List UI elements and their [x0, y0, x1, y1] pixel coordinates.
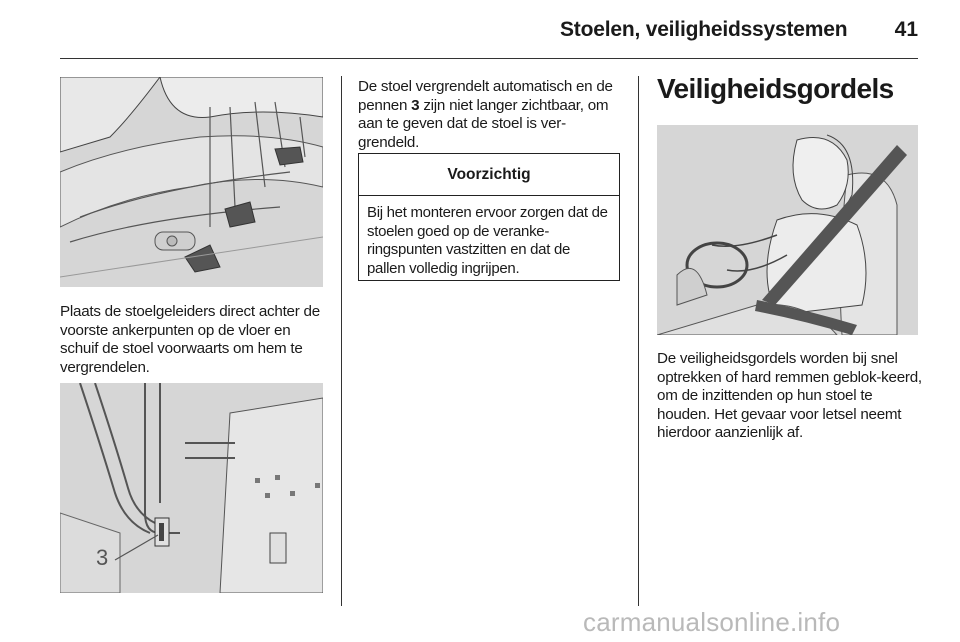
section-heading: Veiligheidsgordels [657, 73, 894, 104]
seat-lock-text-pin-number: 3 [411, 96, 420, 114]
caution-body: Bij het monteren ervoor zorgen dat de stoelen goed op de veranke-ringspunten vastzitten en dat de pallen volledig ingrijpen. [367, 204, 608, 277]
header-rule [60, 58, 918, 59]
column-divider-2 [638, 76, 639, 606]
driver-seatbelt-figure [657, 125, 918, 335]
footer-watermark: carmanualsonline.info [583, 607, 841, 637]
seat-anchor-figure [60, 77, 323, 287]
seat-lock-text [358, 78, 626, 152]
caution-title: Voorzichtig [359, 154, 619, 196]
page-number: 41 [894, 18, 918, 41]
seat-anchor-illustration-icon [60, 77, 323, 287]
driver-seatbelt-illustration-icon [657, 125, 918, 335]
seat-guide-instruction: Plaats de stoelgeleiders direct achter de voorste ankerpunten op de vloer en schuif de stoel voorwaarts om hem te vergrendelen. [60, 303, 320, 376]
caution-box [358, 153, 620, 281]
seat-rail-pin-figure [60, 383, 323, 593]
seat-lock-text-part2: zijn niet langer zichtbaar, om aan te geven dat de stoel is ver-grendeld. [358, 96, 609, 151]
column-divider-1 [341, 76, 342, 606]
callout-number-3: 3 [96, 545, 109, 570]
page-header-title: Stoelen, veiligheidssystemen [560, 18, 848, 41]
seatbelt-description: De veiligheidsgordels worden bij snel optrekken of hard remmen geblok-keerd, om de inzittenden op hun stoel te houden. Het gevaar voor letsel neemt hierdoor aanzienlijk af. [657, 350, 922, 441]
seat-lock-text-part1: De stoel vergrendelt automatisch en de pennen [358, 78, 613, 114]
